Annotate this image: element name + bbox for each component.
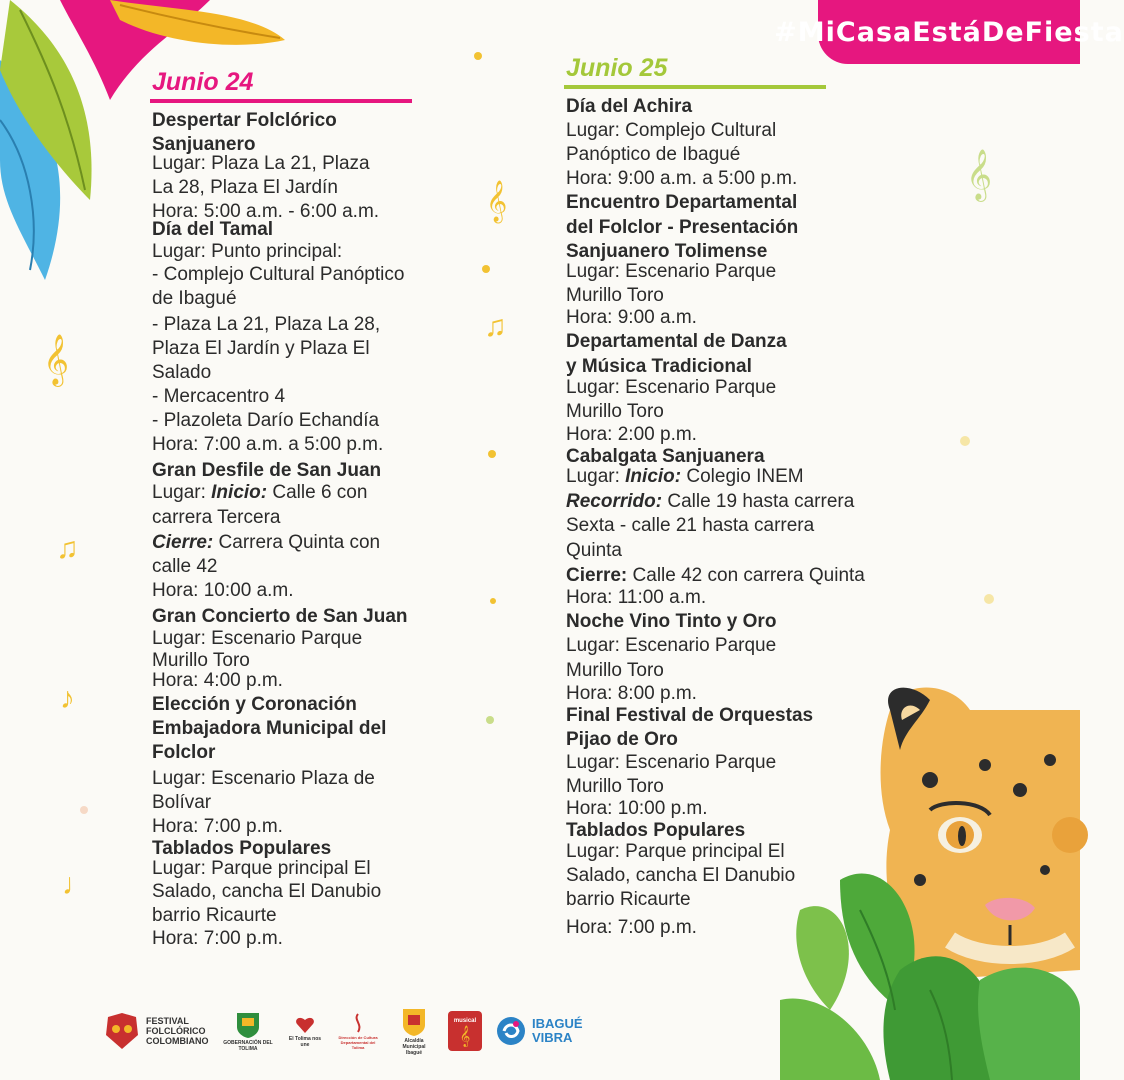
- event-detail: Salado, cancha El Danubio: [566, 865, 796, 886]
- event-title: y Música Tradicional: [566, 356, 752, 377]
- event-title: Pijao de Oro: [566, 729, 678, 750]
- day-title-left: Junio 24: [152, 68, 254, 96]
- event-detail: Murillo Toro: [566, 660, 664, 681]
- event-detail: Lugar: Plaza La 21, Plaza: [152, 153, 370, 174]
- event-detail: Plaza El Jardín y Plaza El: [152, 338, 370, 359]
- event-detail: [566, 564, 865, 588]
- detail-emphasis: Cierre:: [566, 565, 628, 586]
- event-detail: Hora: 11:00 a.m.: [566, 587, 707, 608]
- event-detail: Hora: 7:00 a.m. a 5:00 p.m.: [152, 434, 384, 455]
- event-detail: Hora: 7:00 p.m.: [152, 928, 283, 949]
- event-title: Día del Achira: [566, 96, 693, 117]
- event-title: Despertar Folclórico: [152, 110, 337, 131]
- event-detail: - Mercacentro 4: [152, 386, 286, 407]
- detail-suffix: Colegio INEM: [681, 466, 804, 487]
- event-detail: Lugar: Parque principal El: [152, 858, 371, 879]
- gobernacion-logo-text: GOBERNACIÓN DEL TOLIMA: [223, 1039, 273, 1052]
- event-detail: carrera Tercera: [152, 507, 281, 528]
- event-detail: Lugar: Escenario Parque: [566, 635, 777, 656]
- event-detail: Lugar: Escenario Parque: [566, 752, 777, 773]
- event-detail: Lugar: Parque principal El: [566, 841, 785, 862]
- event-detail: [566, 490, 854, 514]
- event-title: Encuentro Departamental: [566, 192, 798, 213]
- gobernacion-logo: [222, 1011, 274, 1052]
- event-detail: [152, 531, 380, 555]
- shield-icon: [234, 1011, 262, 1039]
- event-detail: - Complejo Cultural Panóptico: [152, 264, 405, 285]
- festival-logo-text: FESTIVAL FOLCLÓRICO COLOMBIANO: [146, 1016, 209, 1046]
- event-detail: calle 42: [152, 556, 218, 577]
- confetti-dot: [482, 265, 490, 273]
- event-detail: Sexta - calle 21 hasta carrera: [566, 515, 815, 536]
- musical-badge: [448, 1011, 482, 1051]
- confetti-dot: [474, 52, 482, 60]
- divider-right: [564, 85, 826, 89]
- event-detail: Murillo Toro: [152, 650, 250, 671]
- event-detail: Hora: 4:00 p.m.: [152, 670, 283, 691]
- event-title: Sanjuanero: [152, 134, 256, 155]
- event-title: Tablados Populares: [566, 820, 746, 841]
- tolima-logo: [288, 1015, 322, 1048]
- ibague-vibra-logo: [496, 1016, 584, 1046]
- heart-icon: [295, 1015, 315, 1035]
- event-detail: - Plaza La 21, Plaza La 28,: [152, 314, 381, 335]
- detail-emphasis: Recorrido:: [566, 491, 663, 512]
- confetti-dot: [984, 594, 994, 604]
- event-detail: La 28, Plaza El Jardín: [152, 177, 338, 198]
- coat-of-arms-icon: [400, 1007, 428, 1037]
- event-title: Día del Tamal: [152, 219, 274, 240]
- event-title: Sanjuanero Tolimense: [566, 241, 768, 262]
- detail-suffix: Carrera Quinta con: [213, 532, 381, 553]
- musical-logo-text: musical: [453, 1017, 477, 1024]
- festival-logo: [104, 1011, 208, 1051]
- alcaldia-logo-text: Alcaldía Municipal Ibagué: [402, 1037, 426, 1056]
- confetti-dot: [80, 806, 88, 814]
- detail-emphasis: Inicio:: [211, 482, 268, 503]
- event-detail: Hora: 7:00 p.m.: [566, 917, 697, 938]
- music-note-icon: 𝄞: [966, 150, 993, 199]
- event-detail: Murillo Toro: [566, 776, 664, 797]
- confetti-dot: [486, 716, 494, 724]
- festival-mask-icon: [104, 1011, 140, 1051]
- event-detail: Hora: 5:00 a.m. - 6:00 a.m.: [152, 201, 380, 222]
- event-detail: Hora: 10:00 a.m.: [152, 580, 294, 601]
- event-detail: Lugar: Escenario Parque: [566, 377, 777, 398]
- event-detail: Lugar: Escenario Plaza de: [152, 768, 375, 789]
- event-title: Cabalgata Sanjuanera: [566, 446, 765, 467]
- event-detail: Quinta: [566, 540, 622, 561]
- confetti-dot: [490, 598, 496, 604]
- event-detail: Lugar: Escenario Parque: [566, 261, 777, 282]
- event-detail: Hora: 2:00 p.m.: [566, 424, 697, 445]
- event-detail: Hora: 8:00 p.m.: [566, 683, 697, 704]
- event-detail: Lugar: Complejo Cultural: [566, 120, 777, 141]
- event-title: Tablados Populares: [152, 838, 332, 859]
- event-detail: Hora: 10:00 p.m.: [566, 798, 708, 819]
- event-detail: Bolívar: [152, 792, 212, 813]
- event-detail: barrio Ricaurte: [566, 889, 691, 910]
- event-detail: Hora: 7:00 p.m.: [152, 816, 283, 837]
- tolima-logo-text: El Tolima nos une: [288, 1035, 322, 1048]
- event-detail: de Ibagué: [152, 288, 237, 309]
- music-note-icon: ♫: [56, 532, 79, 565]
- sponsor-logos: [104, 1006, 584, 1056]
- event-detail: Murillo Toro: [566, 285, 664, 306]
- event-detail: [566, 465, 804, 489]
- detail-emphasis: Cierre:: [152, 532, 214, 553]
- cultura-logo-text: Dirección de Cultura Departamental del Tolima: [338, 1035, 378, 1050]
- day-title-right: Junio 25: [566, 54, 668, 82]
- musical-logo: [448, 1011, 482, 1051]
- event-detail: Salado: [152, 362, 212, 383]
- hashtag-banner: #MiCasaEstáDeFiesta: [818, 0, 1080, 64]
- event-title: Embajadora Municipal del: [152, 718, 387, 739]
- detail-emphasis: Inicio:: [625, 466, 682, 487]
- event-title: Gran Concierto de San Juan: [152, 606, 408, 627]
- event-detail: Lugar: Escenario Parque: [152, 628, 363, 649]
- detail-prefix: Lugar:: [152, 482, 212, 503]
- event-title: Final Festival de Orquestas: [566, 705, 814, 726]
- event-detail: Hora: 9:00 a.m. a 5:00 p.m.: [566, 168, 798, 189]
- event-title: Departamental de Danza: [566, 331, 787, 352]
- music-clef-icon: [347, 1012, 369, 1034]
- event-detail: Panóptico de Ibagué: [566, 144, 741, 165]
- confetti-dot: [960, 436, 970, 446]
- event-title: Folclor: [152, 742, 216, 763]
- event-title: Gran Desfile de San Juan: [152, 460, 382, 481]
- ibague-swirl-icon: [496, 1016, 526, 1046]
- event-detail: [152, 481, 367, 505]
- music-note-icon: 𝄞: [486, 180, 508, 221]
- event-detail: Murillo Toro: [566, 401, 664, 422]
- detail-suffix: Calle 42 con carrera Quinta: [627, 565, 865, 586]
- event-detail: Salado, cancha El Danubio: [152, 881, 382, 902]
- music-note-icon: 𝄞: [43, 335, 70, 384]
- detail-suffix: Calle 6 con: [267, 482, 368, 503]
- detail-prefix: Lugar:: [566, 466, 626, 487]
- event-title: Elección y Coronación: [152, 694, 357, 715]
- music-note-icon: ♪: [60, 682, 75, 715]
- detail-suffix: Calle 19 hasta carrera: [662, 491, 855, 512]
- event-title: Noche Vino Tinto y Oro: [566, 611, 777, 632]
- cultura-logo: [336, 1012, 380, 1050]
- event-detail: Lugar: Punto principal:: [152, 241, 343, 262]
- event-detail: Hora: 9:00 a.m.: [566, 307, 697, 328]
- confetti-dot: [488, 450, 496, 458]
- event-detail: - Plazoleta Darío Echandía: [152, 410, 380, 431]
- music-note-icon: ♫: [484, 310, 507, 343]
- treble-clef-icon: 𝄞: [459, 1025, 471, 1046]
- alcaldia-logo: [394, 1007, 434, 1056]
- event-title: del Folclor - Presentación: [566, 217, 799, 238]
- event-detail: barrio Ricaurte: [152, 905, 277, 926]
- divider-left: [150, 99, 412, 103]
- ocelot-illustration: [780, 680, 1080, 1080]
- music-note-icon: ♩: [62, 868, 92, 901]
- ibague-vibra-logo-text: IBAGUÉ VIBRA: [532, 1016, 583, 1045]
